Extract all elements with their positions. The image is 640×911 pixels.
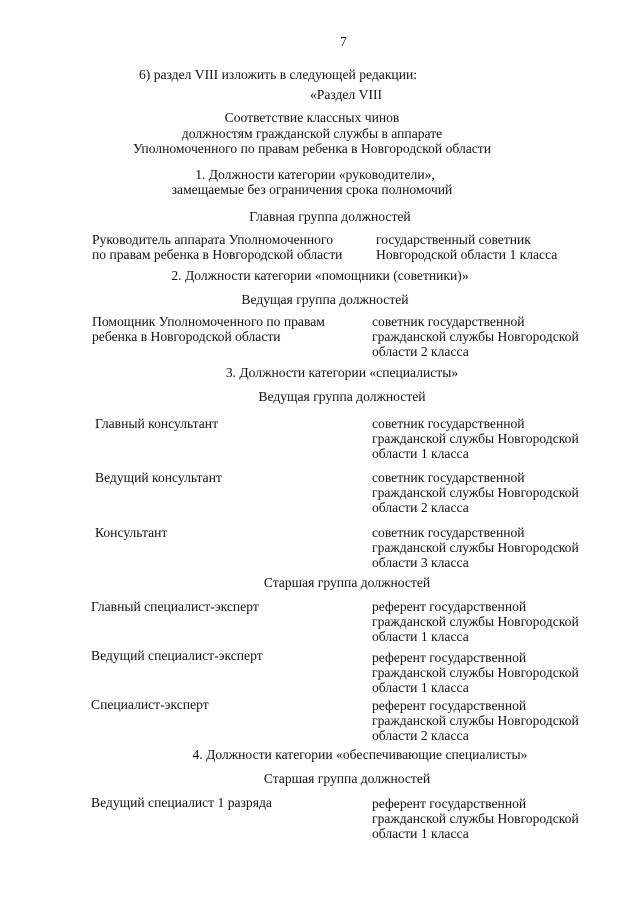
category3-lead-row-3-position: Консультант [95,525,168,540]
category3-senior-row-2-position: Ведущий специалист-эксперт [91,648,263,663]
title-line-1: Соответствие классных чинов [224,110,400,125]
page-number: 7 [340,34,347,49]
category4-group: Старшая группа должностей [263,771,431,786]
category2-heading: 2. Должности категории «помощники (советники)» [171,268,469,283]
category3-lead-row-3-rank: советник государственной гражданской службы Новгородской области 3 класса [372,525,579,570]
category4-heading: 4. Должности категории «обеспечивающие специалисты» [192,747,528,762]
category1-heading-line-1: 1. Должности категории «руководители», [195,167,435,182]
category3-senior-row-3-rank: референт государственной гражданской службы Новгородской области 2 класса [372,698,579,743]
category1-row-position: Руководитель аппарата Уполномоченного по правам ребенка в Новгородской области [92,232,343,262]
category2-row-rank: советник государственной гражданской службы Новгородской области 2 класса [372,314,579,359]
category1-heading-line-2: замещаемые без ограничения срока полномочий [171,182,453,197]
category3-lead-row-1-position: Главный консультант [95,416,219,431]
section-heading: «Раздел VIII [310,87,383,102]
category3-senior-row-2-rank: референт государственной гражданской службы Новгородской области 1 класса [372,650,579,695]
category3-lead-row-1-rank: советник государственной гражданской службы Новгородской области 1 класса [372,416,579,461]
category2-row-position: Помощник Уполномоченного по правам ребенка в Новгородской области [92,314,325,344]
category3-lead-row-2-position: Ведущий консультант [95,470,222,485]
category4-row-position: Ведущий специалист 1 разряда [91,795,272,810]
intro-line: 6) раздел VIII изложить в следующей редакции: [139,67,418,82]
category3-senior-row-1-position: Главный специалист-эксперт [91,599,259,614]
category3-lead-row-2-rank: советник государственной гражданской службы Новгородской области 2 класса [372,470,579,515]
category1-row-rank: государственный советник Новгородской области 1 класса [376,232,558,262]
category3-senior-row-3-position: Специалист-эксперт [91,697,209,712]
category3-group-lead: Ведущая группа должностей [258,389,426,404]
title-line-3: Уполномоченного по правам ребенка в Новгородской области [132,141,492,156]
category1-group: Главная группа должностей [249,209,411,224]
category2-group: Ведущая группа должностей [241,292,409,307]
title-line-2: должностям гражданской службы в аппарате [181,126,443,141]
category3-heading: 3. Должности категории «специалисты» [225,365,459,380]
category3-senior-row-1-rank: референт государственной гражданской службы Новгородской области 1 класса [372,599,579,644]
category3-group-senior: Старшая группа должностей [263,575,431,590]
category4-row-rank: референт государственной гражданской службы Новгородской области 1 класса [372,796,579,841]
